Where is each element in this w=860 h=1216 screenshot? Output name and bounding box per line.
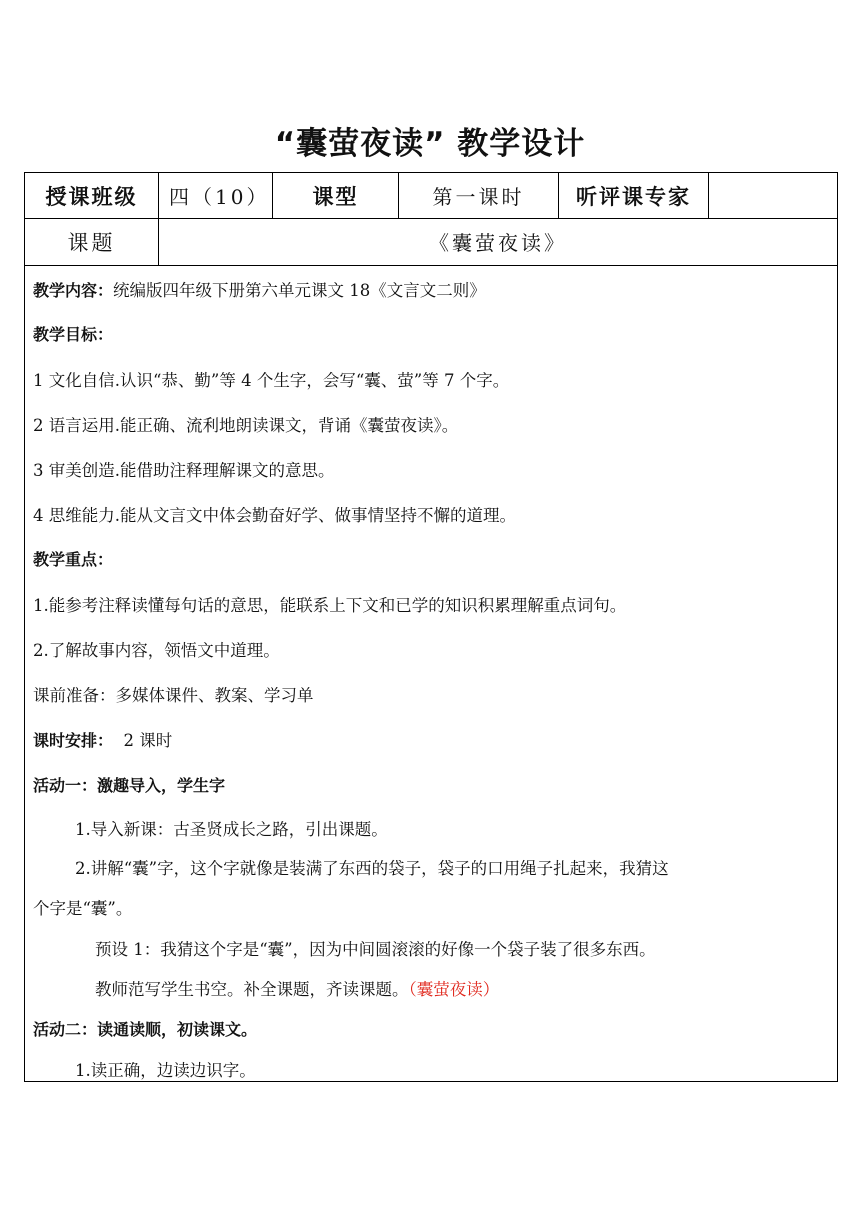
teaching-content-label: 教学内容： [33,281,114,300]
document-title: “囊萤夜读” 教学设计 [274,126,586,162]
schedule-label: 课时安排： [33,731,114,750]
topic-label: 课题 [25,218,159,265]
key-point-item: 1.能参考注释读懂每句话的意思，能联系上下文和已学的知识积累理解重点词句。 [33,596,627,615]
teacher-writing-highlight: （囊萤夜读） [408,980,500,999]
teacher-writing-text: 教师范写学生书空。补全课题，齐读课题。 [95,980,409,999]
teaching-content-text: 统编版四年级下册第六单元课文 18《文言文二则》 [113,281,486,300]
expert-label: 听评课专家 [559,173,709,218]
type-value: 第一课时 [399,173,559,218]
type-label: 课型 [273,173,399,218]
class-label: 授课班级 [25,173,159,218]
teaching-content-line [33,277,486,301]
goal-item: 2 语言运用.能正确、流利地朗读课文，背诵《囊萤夜读》。 [33,416,459,435]
schedule-value: 2 课时 [123,731,173,750]
expert-value [709,173,837,218]
key-point-item: 2.了解故事内容，领悟文中道理。 [33,641,280,660]
topic-value: 《囊萤夜读》 [429,231,567,255]
lesson-plan-table [24,172,838,1082]
activity2-item: 1.读正确，边读边识字。 [75,1061,256,1080]
activity1-item: 2.讲解“囊”字，这个字就像是装满了东西的袋子，袋子的口用绳子扎起来，我猜这 [75,859,669,878]
goal-item: 3 审美创造.能借助注释理解课文的意思。 [33,461,335,480]
header-row [25,173,837,219]
activity1-item: 1.导入新课：古圣贤成长之路，引出课题。 [75,820,388,839]
schedule-line [33,727,172,751]
activity1-item: 个字是“囊”。 [33,899,133,918]
class-value: 四（10） [159,173,273,218]
activity2-title: 活动二：读通读顺，初读课文。 [33,1020,258,1039]
activity1-title: 活动一：激趣导入，学生字 [33,776,226,795]
goals-label: 教学目标： [33,325,114,344]
topic-row [25,218,837,266]
preset-line: 预设 1：我猜这个字是“囊”，因为中间圆滚滚的好像一个袋子装了很多东西。 [95,940,656,959]
goal-item: 1 文化自信.认识“恭、勤”等 4 个生字，会写“囊、萤”等 7 个字。 [33,371,510,390]
goal-item: 4 思维能力.能从文言文中体会勤奋好学、做事情坚持不懈的道理。 [33,506,516,525]
preparation-line: 课前准备：多媒体课件、教案、学习单 [33,686,314,705]
key-points-label: 教学重点： [33,550,114,569]
teacher-writing-line [95,976,499,1000]
